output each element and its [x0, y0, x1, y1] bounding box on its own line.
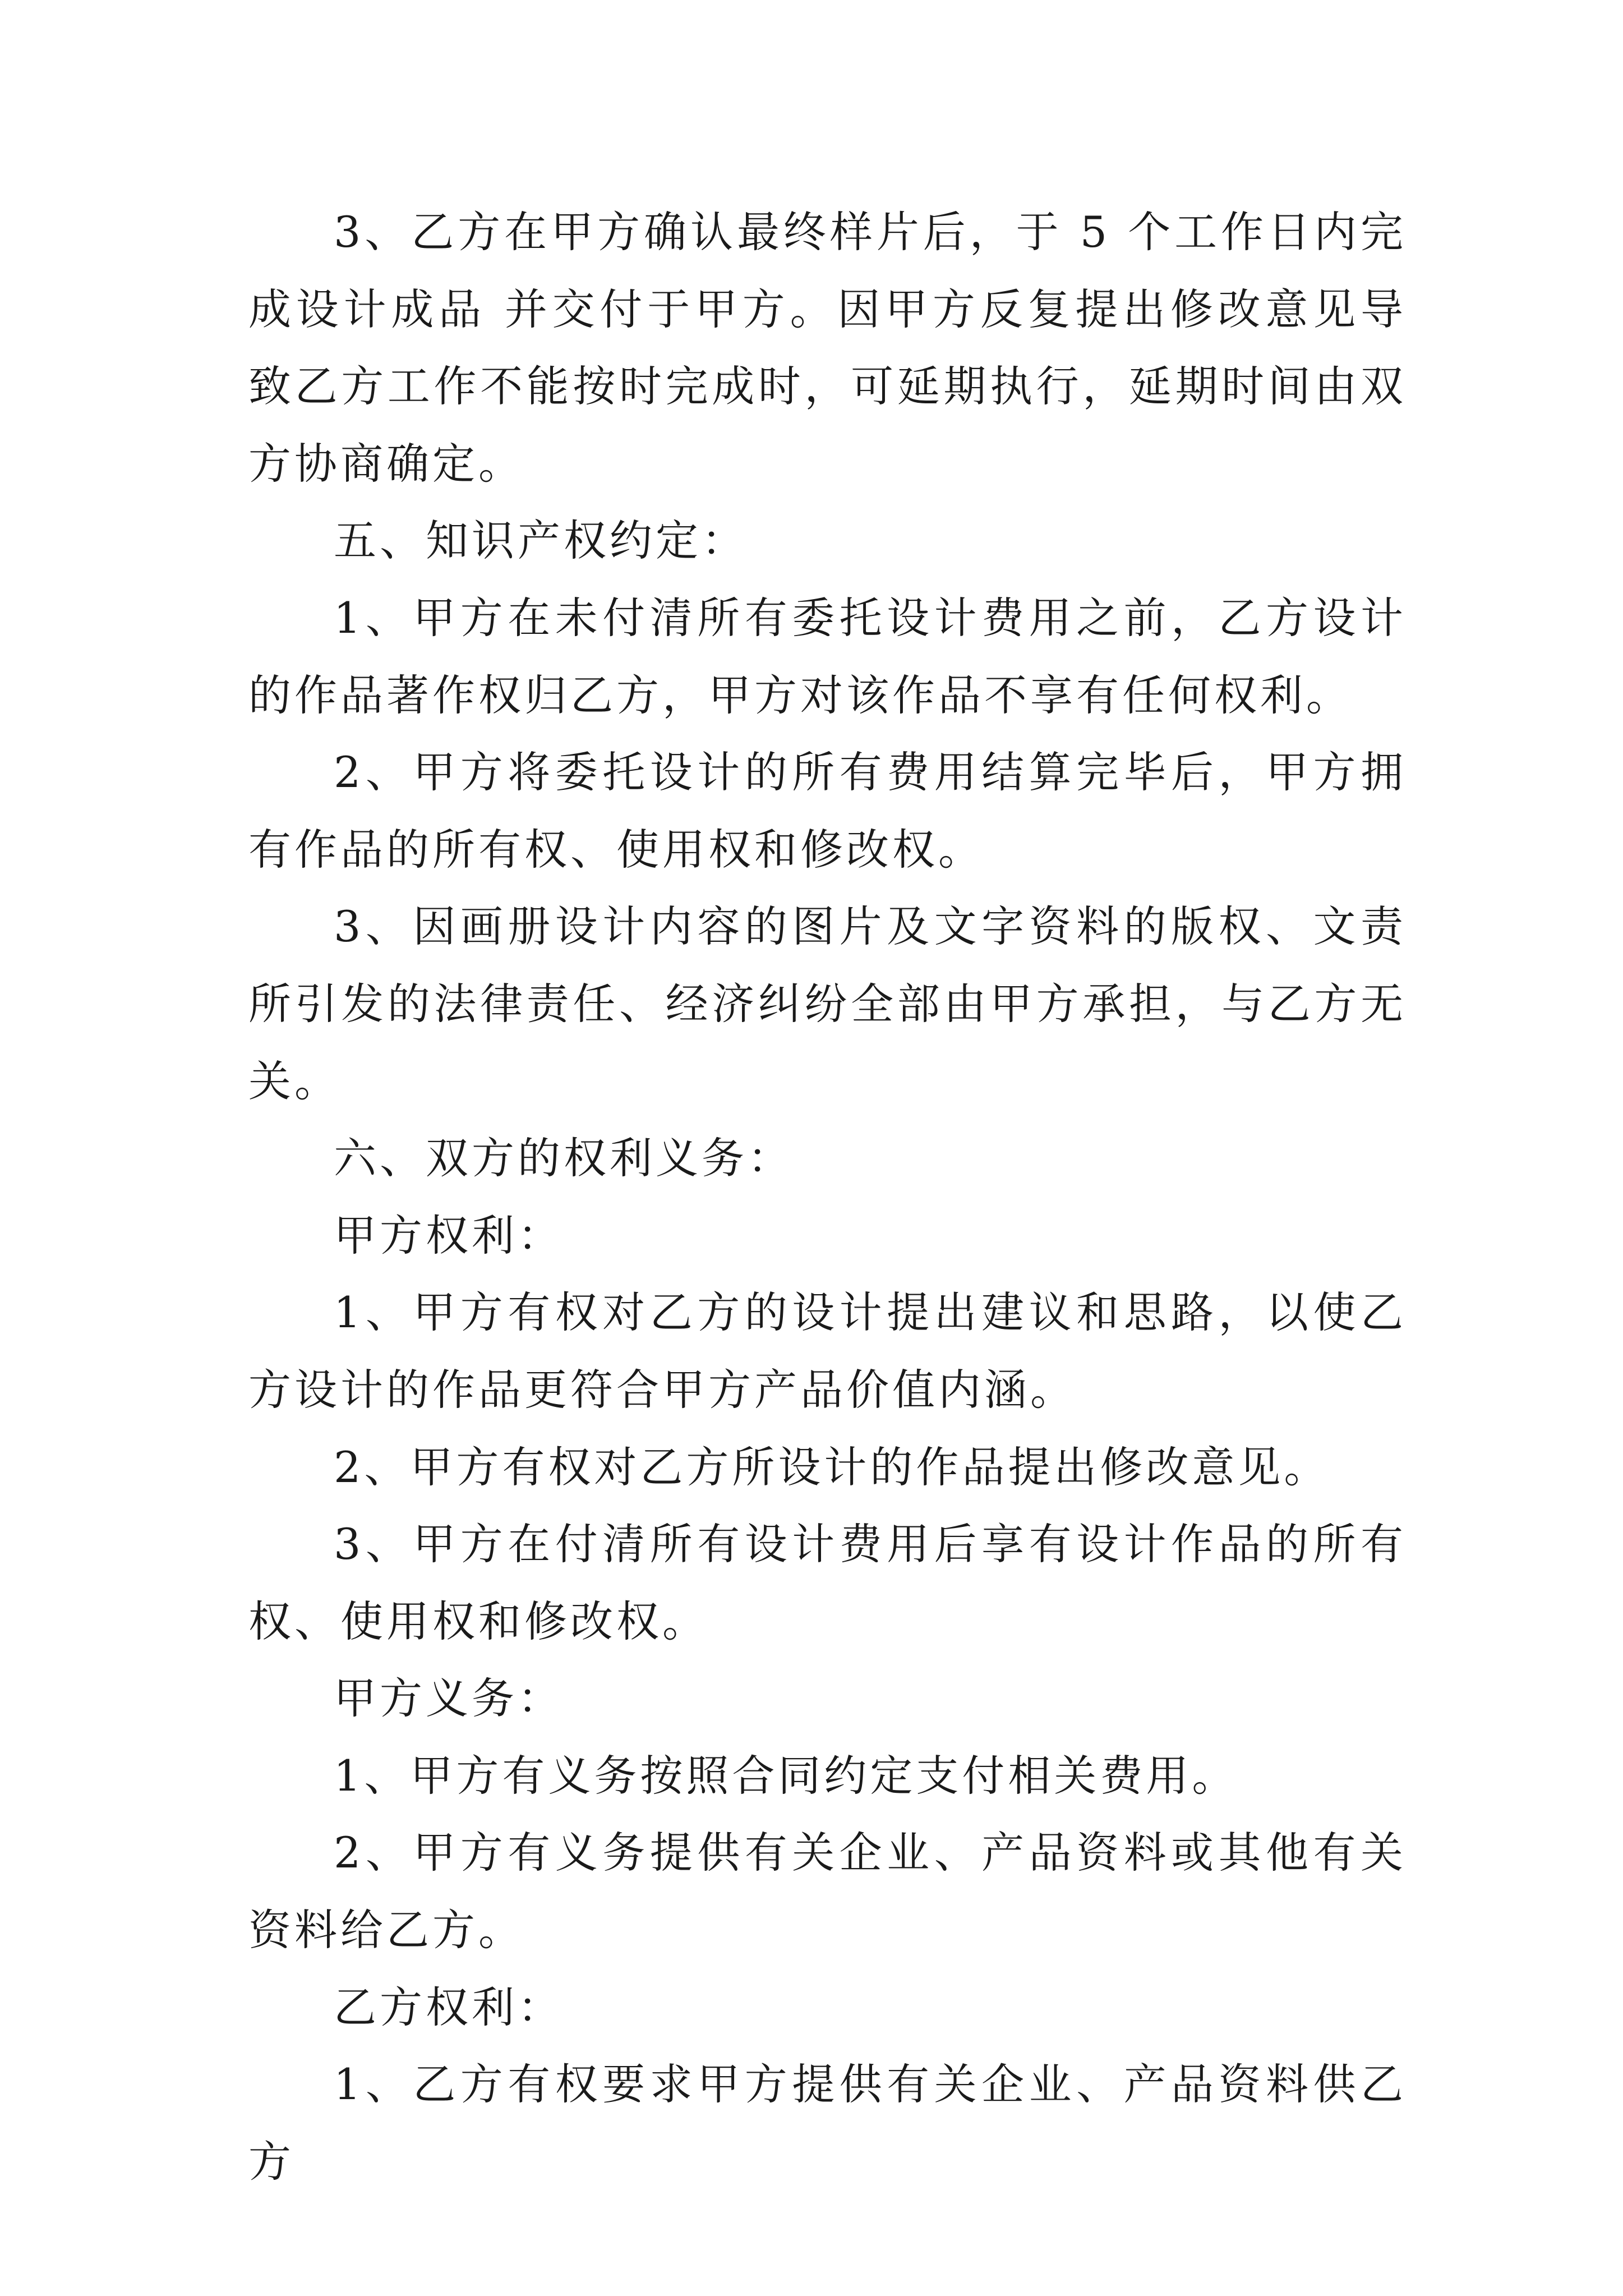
- paragraph-ip-1: 1、甲方在未付清所有委托设计费用之前，乙方设计的作品著作权归乙方，甲方对该作品不享有任何权利。: [248, 592, 1407, 720]
- subheading-party-b-rights: 乙方权利：: [334, 1982, 564, 2032]
- subheading-party-a-obligations: 甲方义务：: [334, 1673, 564, 1724]
- paragraph-ip-3: 3、因画册设计内容的图片及文字资料的版权、文责所引发的法律责任、经济纠纷全部由甲方承担，与乙方无关。: [248, 901, 1407, 1106]
- paragraph-ip-2: 2、甲方将委托设计的所有费用结算完毕后，甲方拥有作品的所有权、使用权和修改权。: [248, 747, 1407, 875]
- paragraph-a-rights-1: 1、甲方有权对乙方的设计提出建议和思路，以使乙方设计的作品更符合甲方产品价值内涵。: [248, 1287, 1407, 1415]
- paragraph-delivery-terms: 3、乙方在甲方确认最终样片后，于 5 个工作日内完成设计成品 并交付于甲方。因甲方反复提出修改意见导致乙方工作不能按时完成时，可延期执行，延期时间由双方协商确定。: [248, 207, 1407, 489]
- paragraph-a-obligations-1: 1、甲方有义务按照合同约定支付相关费用。: [334, 1750, 1238, 1801]
- paragraph-a-rights-2: 2、甲方有权对乙方所设计的作品提出修改意见。: [334, 1442, 1330, 1492]
- section-heading-rights: 六、双方的权利义务：: [334, 1133, 794, 1184]
- paragraph-a-obligations-2: 2、甲方有义务提供有关企业、产品资料或其他有关资料给乙方。: [248, 1828, 1407, 1955]
- document-body: [248, 194, 1407, 2200]
- subheading-party-a-rights: 甲方权利：: [334, 1210, 564, 1260]
- paragraph-b-rights-1: 1、乙方有权要求甲方提供有关企业、产品资料供乙方: [248, 2059, 1407, 2187]
- paragraph-a-rights-3: 3、甲方在付清所有设计费用后享有设计作品的所有权、使用权和修改权。: [248, 1519, 1407, 1646]
- section-heading-ip: 五、知识产权约定：: [334, 516, 748, 566]
